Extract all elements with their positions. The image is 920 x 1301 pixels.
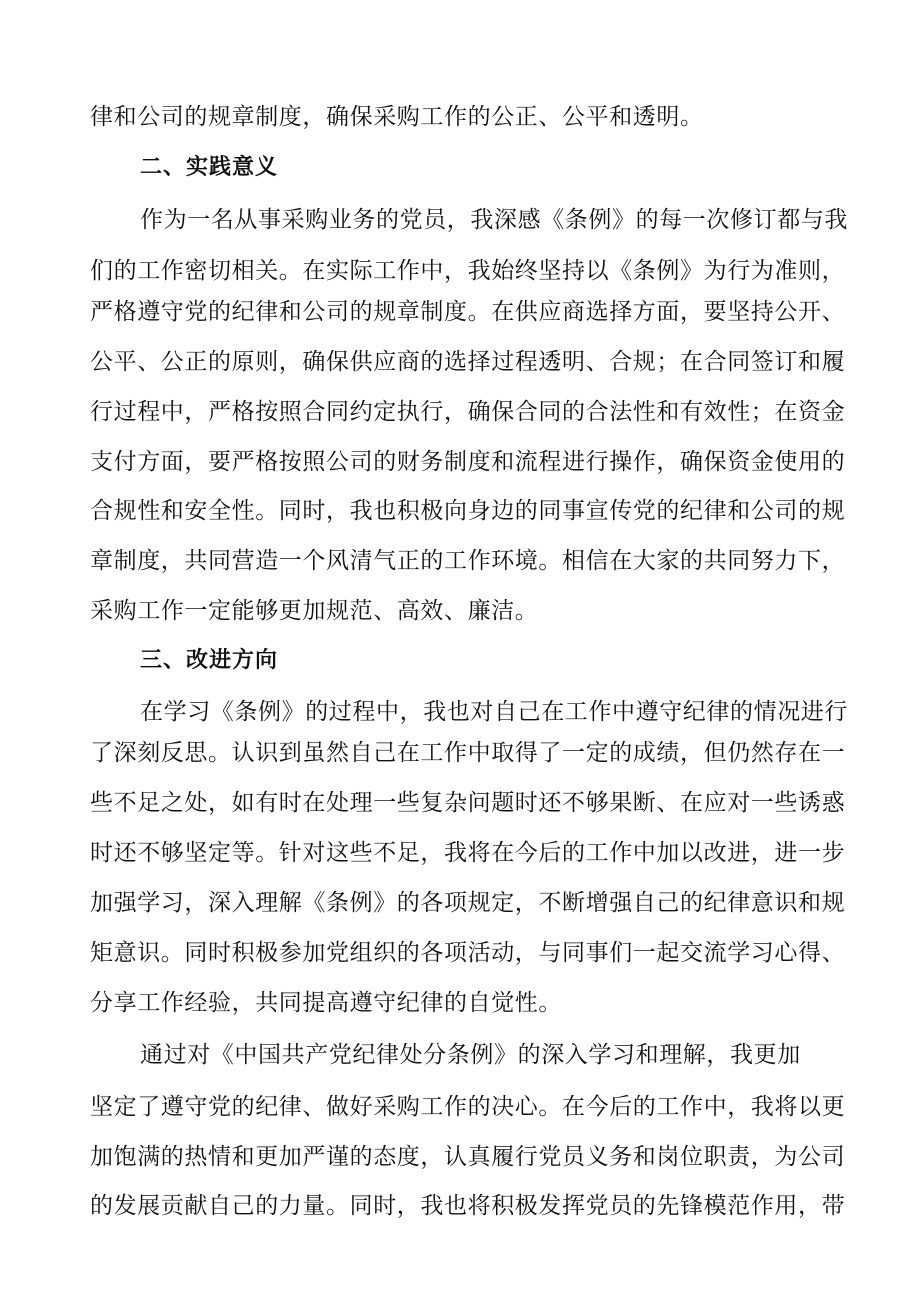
paragraph-line: 时还不够坚定等。针对这些不足，我将在今后的工作中加以改进，进一步 xyxy=(90,840,846,866)
paragraph-line: 的发展贡献自己的力量。同时，我也将积极发挥党员的先锋模范作用，带 xyxy=(90,1193,846,1219)
section-heading-improvement: 三、改进方向 xyxy=(140,648,279,673)
paragraph-line: 们的工作密切相关。在实际工作中，我始终坚持以《条例》为行为准则， xyxy=(90,258,846,284)
paragraph-line: 分享工作经验，共同提高遵守纪律的自觉性。 xyxy=(90,990,562,1016)
paragraph-line: 作为一名从事采购业务的党员，我深感《条例》的每一次修订都与我 xyxy=(140,207,848,233)
paragraph-line: 坚定了遵守党的纪律、做好采购工作的决心。在今后的工作中，我将以更 xyxy=(90,1094,846,1120)
paragraph-line: 些不足之处，如有时在处理一些复杂问题时还不够果断、在应对一些诱惑 xyxy=(90,790,846,816)
paragraph-line: 支付方面，要严格按照公司的财务制度和流程进行操作，确保资金使用的 xyxy=(90,449,846,475)
paragraph-line: 律和公司的规章制度，确保采购工作的公正、公平和透明。 xyxy=(90,104,704,130)
section-heading-practice: 二、实践意义 xyxy=(140,155,279,180)
paragraph-line: 采购工作一定能够更加规范、高效、廉洁。 xyxy=(90,598,539,624)
paragraph-line: 行过程中，严格按照合同约定执行，确保合同的合法性和有效性；在资金 xyxy=(90,399,846,425)
paragraph-line: 公平、公正的原则，确保供应商的选择过程透明、合规；在合同签订和履 xyxy=(90,349,846,375)
paragraph-line: 加强学习，深入理解《条例》的各项规定，不断增强自己的纪律意识和规 xyxy=(90,890,846,916)
paragraph-line: 矩意识。同时积极参加党组织的各项活动，与同事们一起交流学习心得、 xyxy=(90,940,846,966)
paragraph-line: 加饱满的热情和更加严谨的态度，认真履行党员义务和岗位职责，为公司 xyxy=(90,1144,846,1170)
paragraph-line: 严格遵守党的纪律和公司的规章制度。在供应商选择方面，要坚持公开、 xyxy=(90,299,846,325)
paragraph-line: 在学习《条例》的过程中，我也对自己在工作中遵守纪律的情况进行 xyxy=(140,699,848,725)
paragraph-line: 章制度，共同营造一个风清气正的工作环境。相信在大家的共同努力下， xyxy=(90,548,846,574)
paragraph-line: 了深刻反思。认识到虽然自己在工作中取得了一定的成绩，但仍然存在一 xyxy=(90,740,846,766)
paragraph-line: 合规性和安全性。同时，我也积极向身边的同事宣传党的纪律和公司的规 xyxy=(90,498,846,524)
paragraph-line: 通过对《中国共产党纪律处分条例》的深入学习和理解，我更加 xyxy=(140,1042,801,1068)
